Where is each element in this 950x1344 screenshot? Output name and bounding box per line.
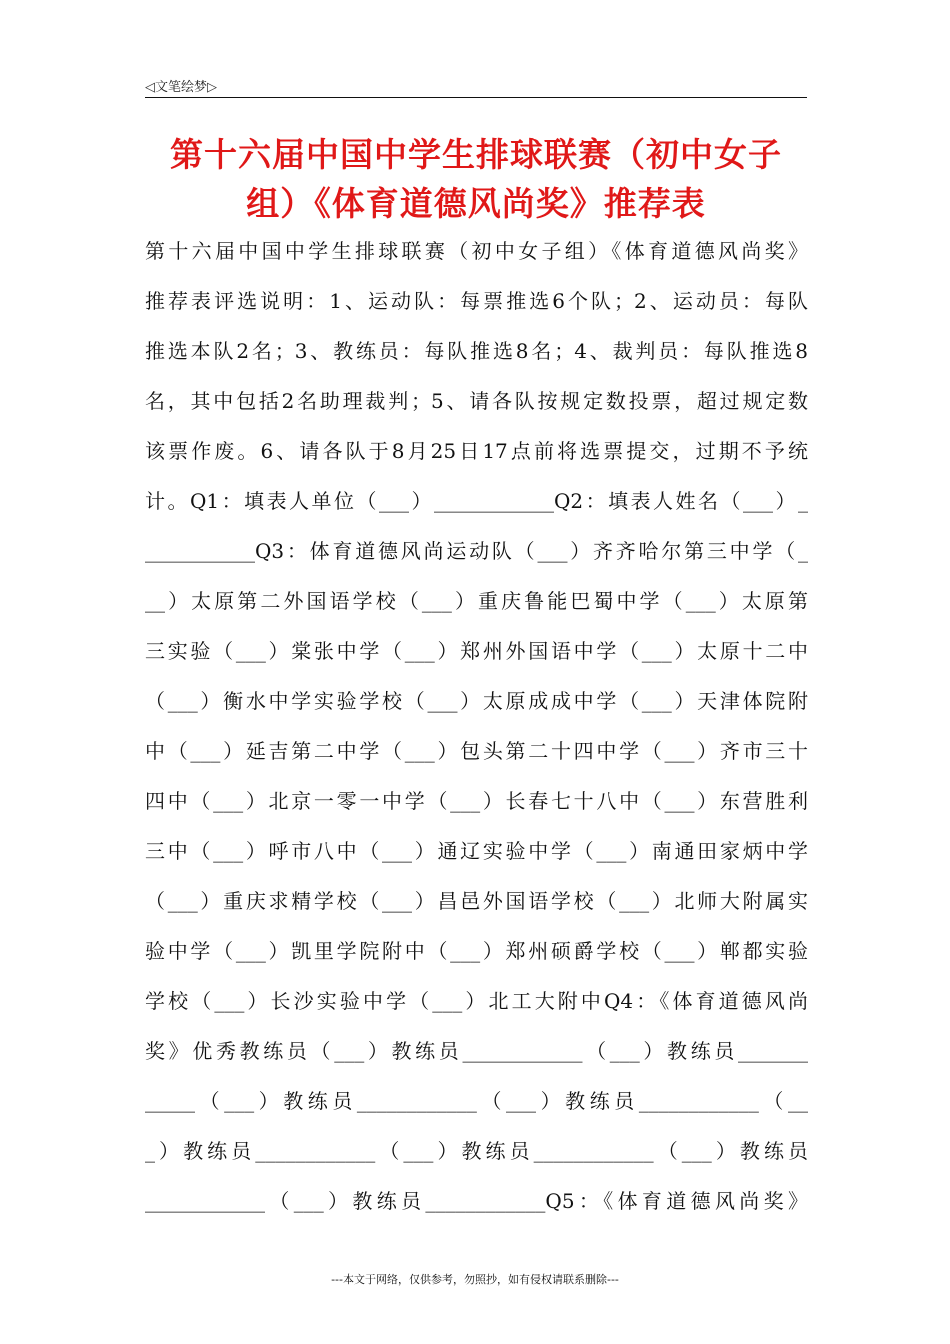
body-text-line: ___________Q3：体育道德风尚运动队（___）齐齐哈尔第三中学（_ [145, 539, 808, 563]
body-text-line: 三实验（___）棠张中学（___）郑州外国语中学（___）太原十二中 [145, 639, 808, 663]
body-text-line: 该票作废。6、请各队于8月25日17点前将选票提交，过期不予统 [145, 439, 808, 463]
body-text-line: 第十六届中国中学生排球联赛（初中女子组）《体育道德风尚奖》 [145, 239, 808, 263]
body-text-line: 推荐表评选说明：1、运动队：每票推选6个队；2、运动员：每队 [145, 289, 808, 313]
body-text-line: （___）衡水中学实验学校（___）太原成成中学（___）天津体院附 [145, 689, 808, 713]
footer-disclaimer: ---本文于网络，仅供参考，勿照抄，如有侵权请联系删除--- [331, 1273, 619, 1286]
body-text-line: （___）重庆求精学校（___）昌邑外国语学校（___）北师大附属实 [145, 889, 808, 913]
title-line-1: 第十六届中国中学生排球联赛（初中女子 [170, 135, 782, 174]
body-text-line: 中（___）延吉第二中学（___）包头第二十四中学（___）齐市三十 [145, 739, 808, 763]
body-text-line: 三中（___）呼市八中（___）通辽实验中学（___）南通田家炳中学 [145, 839, 808, 863]
body-text-line: ____________（___）教练员____________Q5：《体育道德风尚奖》 [145, 1189, 808, 1213]
body-text-line: 验中学（___）凯里学院附中（___）郑州硕爵学校（___）郸都实验 [145, 939, 808, 963]
left-triangle-icon: ◁ [145, 80, 155, 95]
body-text-line: 奖》优秀教练员（___）教练员____________（___）教练员_______ [145, 1039, 808, 1063]
body-text-line: 名，其中包括2名助理裁判；5、请各队按规定数投票，超过规定数 [145, 389, 808, 413]
body-text-line: 学校（___）长沙实验中学（___）北工大附中Q4：《体育道德风尚 [145, 989, 808, 1013]
body-text-line: __）太原第二外国语学校（___）重庆鲁能巴蜀中学（___）太原第 [145, 589, 808, 613]
document-body [145, 226, 808, 1226]
document-title [120, 130, 832, 228]
body-text-line: _）教练员____________（___）教练员____________（___）教练员 [145, 1139, 808, 1163]
header-label: 文笔绘梦 [155, 80, 208, 95]
title-line-2: 组）《体育道德风尚奖》推荐表 [246, 184, 706, 223]
body-text-line: _____（___）教练员____________（___）教练员____________（__ [145, 1089, 808, 1113]
body-text-line: 四中（___）北京一零一中学（___）长春七十八中（___）东营胜利 [145, 789, 808, 813]
body-text-line: 计。Q1：填表人单位（___）____________Q2：填表人姓名（___）_ [145, 489, 808, 513]
document-header [145, 76, 807, 98]
body-text-line: 推选本队2名；3、教练员：每队推选8名；4、裁判员：每队推选8 [145, 339, 808, 363]
header-rule [145, 97, 807, 98]
right-triangle-icon: ▷ [207, 80, 218, 95]
